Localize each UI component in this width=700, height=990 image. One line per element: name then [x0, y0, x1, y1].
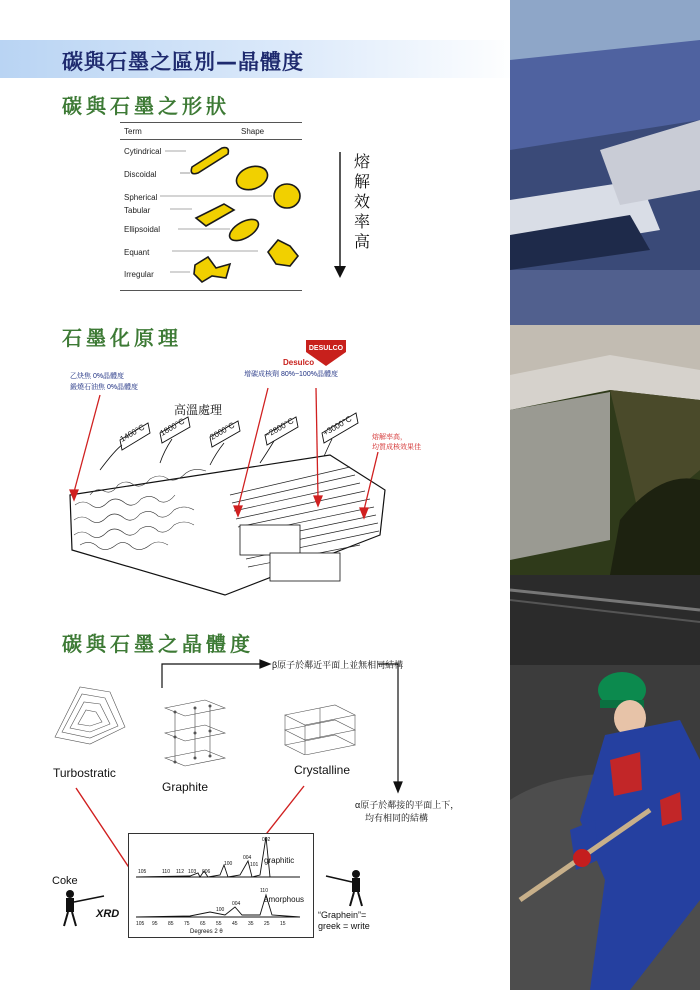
- tick-15: 15: [280, 921, 286, 927]
- acetylene-note: 乙炔焦 0%晶體度: [70, 373, 125, 380]
- crystalline-label: Crystalline: [294, 763, 351, 777]
- graphitization-red-arrows: [60, 360, 400, 530]
- xrd-label: XRD: [96, 908, 120, 920]
- down-arrow-icon: [330, 150, 350, 280]
- amorphous-label: amorphous: [264, 895, 305, 904]
- tick-25: 25: [264, 921, 270, 927]
- tick-45: 45: [232, 921, 238, 927]
- ellipsoid-shape: [226, 215, 262, 245]
- xrd-x-axis-label: Degrees 2 θ: [190, 929, 223, 935]
- graphein-line-1: “Graphein”=: [318, 910, 367, 920]
- tabular-shape: [196, 204, 234, 226]
- peak-label-110a: 110: [162, 869, 170, 875]
- peak-label-110b: 110: [260, 888, 268, 894]
- term-equant: Equant: [124, 248, 150, 257]
- table-bottom-rule: [120, 290, 302, 291]
- temp-1800: 1800°C: [158, 416, 187, 438]
- graphite-label: Graphite: [162, 780, 209, 794]
- peak-label-004a: 004: [243, 855, 252, 861]
- sphere-shape: [274, 184, 300, 208]
- cylinder-shape: [191, 148, 228, 174]
- temp-3000: +3000°C: [321, 414, 354, 438]
- section-title-shape: 碳與石墨之形狀: [62, 94, 230, 118]
- graphein-line-2: greek = write: [318, 921, 370, 931]
- peak-label-006: 006: [202, 869, 211, 875]
- peak-label-002a: 002: [262, 837, 271, 843]
- tick-85: 85: [168, 921, 174, 927]
- peak-label-101: 101: [250, 862, 259, 868]
- term-irregular: Irregular: [124, 270, 154, 279]
- desulco-logo-text: DESULCO: [308, 345, 344, 352]
- equant-shape: [268, 240, 298, 266]
- temp-1400: 1400°C: [118, 422, 147, 444]
- shape-illustrations: [160, 140, 310, 290]
- tick-95: 95: [152, 921, 158, 927]
- thinker-figure-icon: [322, 866, 372, 908]
- term-spherical: Spherical: [124, 193, 158, 202]
- peak-label-105: 105: [138, 869, 147, 875]
- peak-label-004b: 004: [232, 901, 241, 907]
- term-tabular: Tabular: [124, 206, 151, 215]
- term-cytindrical: Cytindrical: [124, 147, 162, 156]
- tick-75: 75: [184, 921, 190, 927]
- melt-efficiency-label: 熔 解 效 率 高: [354, 152, 371, 251]
- tick-65: 65: [200, 921, 206, 927]
- page-title: 碳與石墨之區別—晶體度: [62, 50, 304, 74]
- desulco-red-label: Desulco: [283, 358, 315, 367]
- graphitic-label: graphitic: [264, 856, 295, 865]
- high-temp-label: 高溫處理: [174, 403, 223, 417]
- high-melt-note: 熔解率高，: [372, 434, 407, 441]
- peak-label-103: 103: [188, 869, 197, 875]
- xrd-chart: [130, 835, 310, 935]
- term-discoidal: Discoidal: [124, 170, 157, 179]
- peak-label-100a: 100: [224, 861, 233, 867]
- col-shape: Shape: [241, 127, 265, 136]
- table-top-rule: [120, 122, 302, 123]
- turbostratic-structure: [50, 682, 130, 750]
- col-term: Term: [124, 127, 142, 136]
- alpha-note-1: α原子於鄰接的平面上下，: [355, 800, 460, 810]
- turbostratic-label: Turbostratic: [53, 766, 116, 780]
- crystalline-structure: [280, 700, 360, 755]
- coke-label: Coke: [52, 875, 78, 887]
- tick-35: 35: [248, 921, 254, 927]
- conveyor-photo: [510, 575, 700, 665]
- temp-2000: 2000°C: [208, 420, 237, 442]
- discoid-shape: [233, 162, 271, 194]
- term-ellipsoidal: Ellipsoidal: [124, 225, 161, 234]
- calcined-coke-note: 鍛燒石油焦 0%晶體度: [70, 384, 139, 391]
- tick-55: 55: [216, 921, 222, 927]
- photo-collage: [510, 0, 700, 990]
- alpha-note-2: 均有相同的結構: [365, 813, 429, 823]
- temp-2800: ~2800°C: [263, 416, 296, 440]
- section-title-crystal: 碳與石墨之晶體度: [62, 632, 254, 656]
- shooter-figure-icon: [58, 886, 108, 928]
- peak-label-100b: 100: [216, 907, 225, 913]
- nucleation-agent-note: 增碳成核劑 80%~100%晶體度: [244, 371, 338, 378]
- tick-105: 105: [136, 921, 145, 927]
- peak-label-112: 112: [176, 869, 184, 875]
- section-title-graphitization: 石墨化原理: [62, 326, 182, 350]
- photo-strip: [510, 0, 700, 990]
- beta-note: β原子於鄰近平面上並無相同結構: [272, 660, 404, 670]
- uniform-nucleation-note: 均質成核效果佳: [372, 444, 421, 451]
- irregular-shape: [194, 257, 230, 282]
- graphite-structure: [145, 688, 240, 778]
